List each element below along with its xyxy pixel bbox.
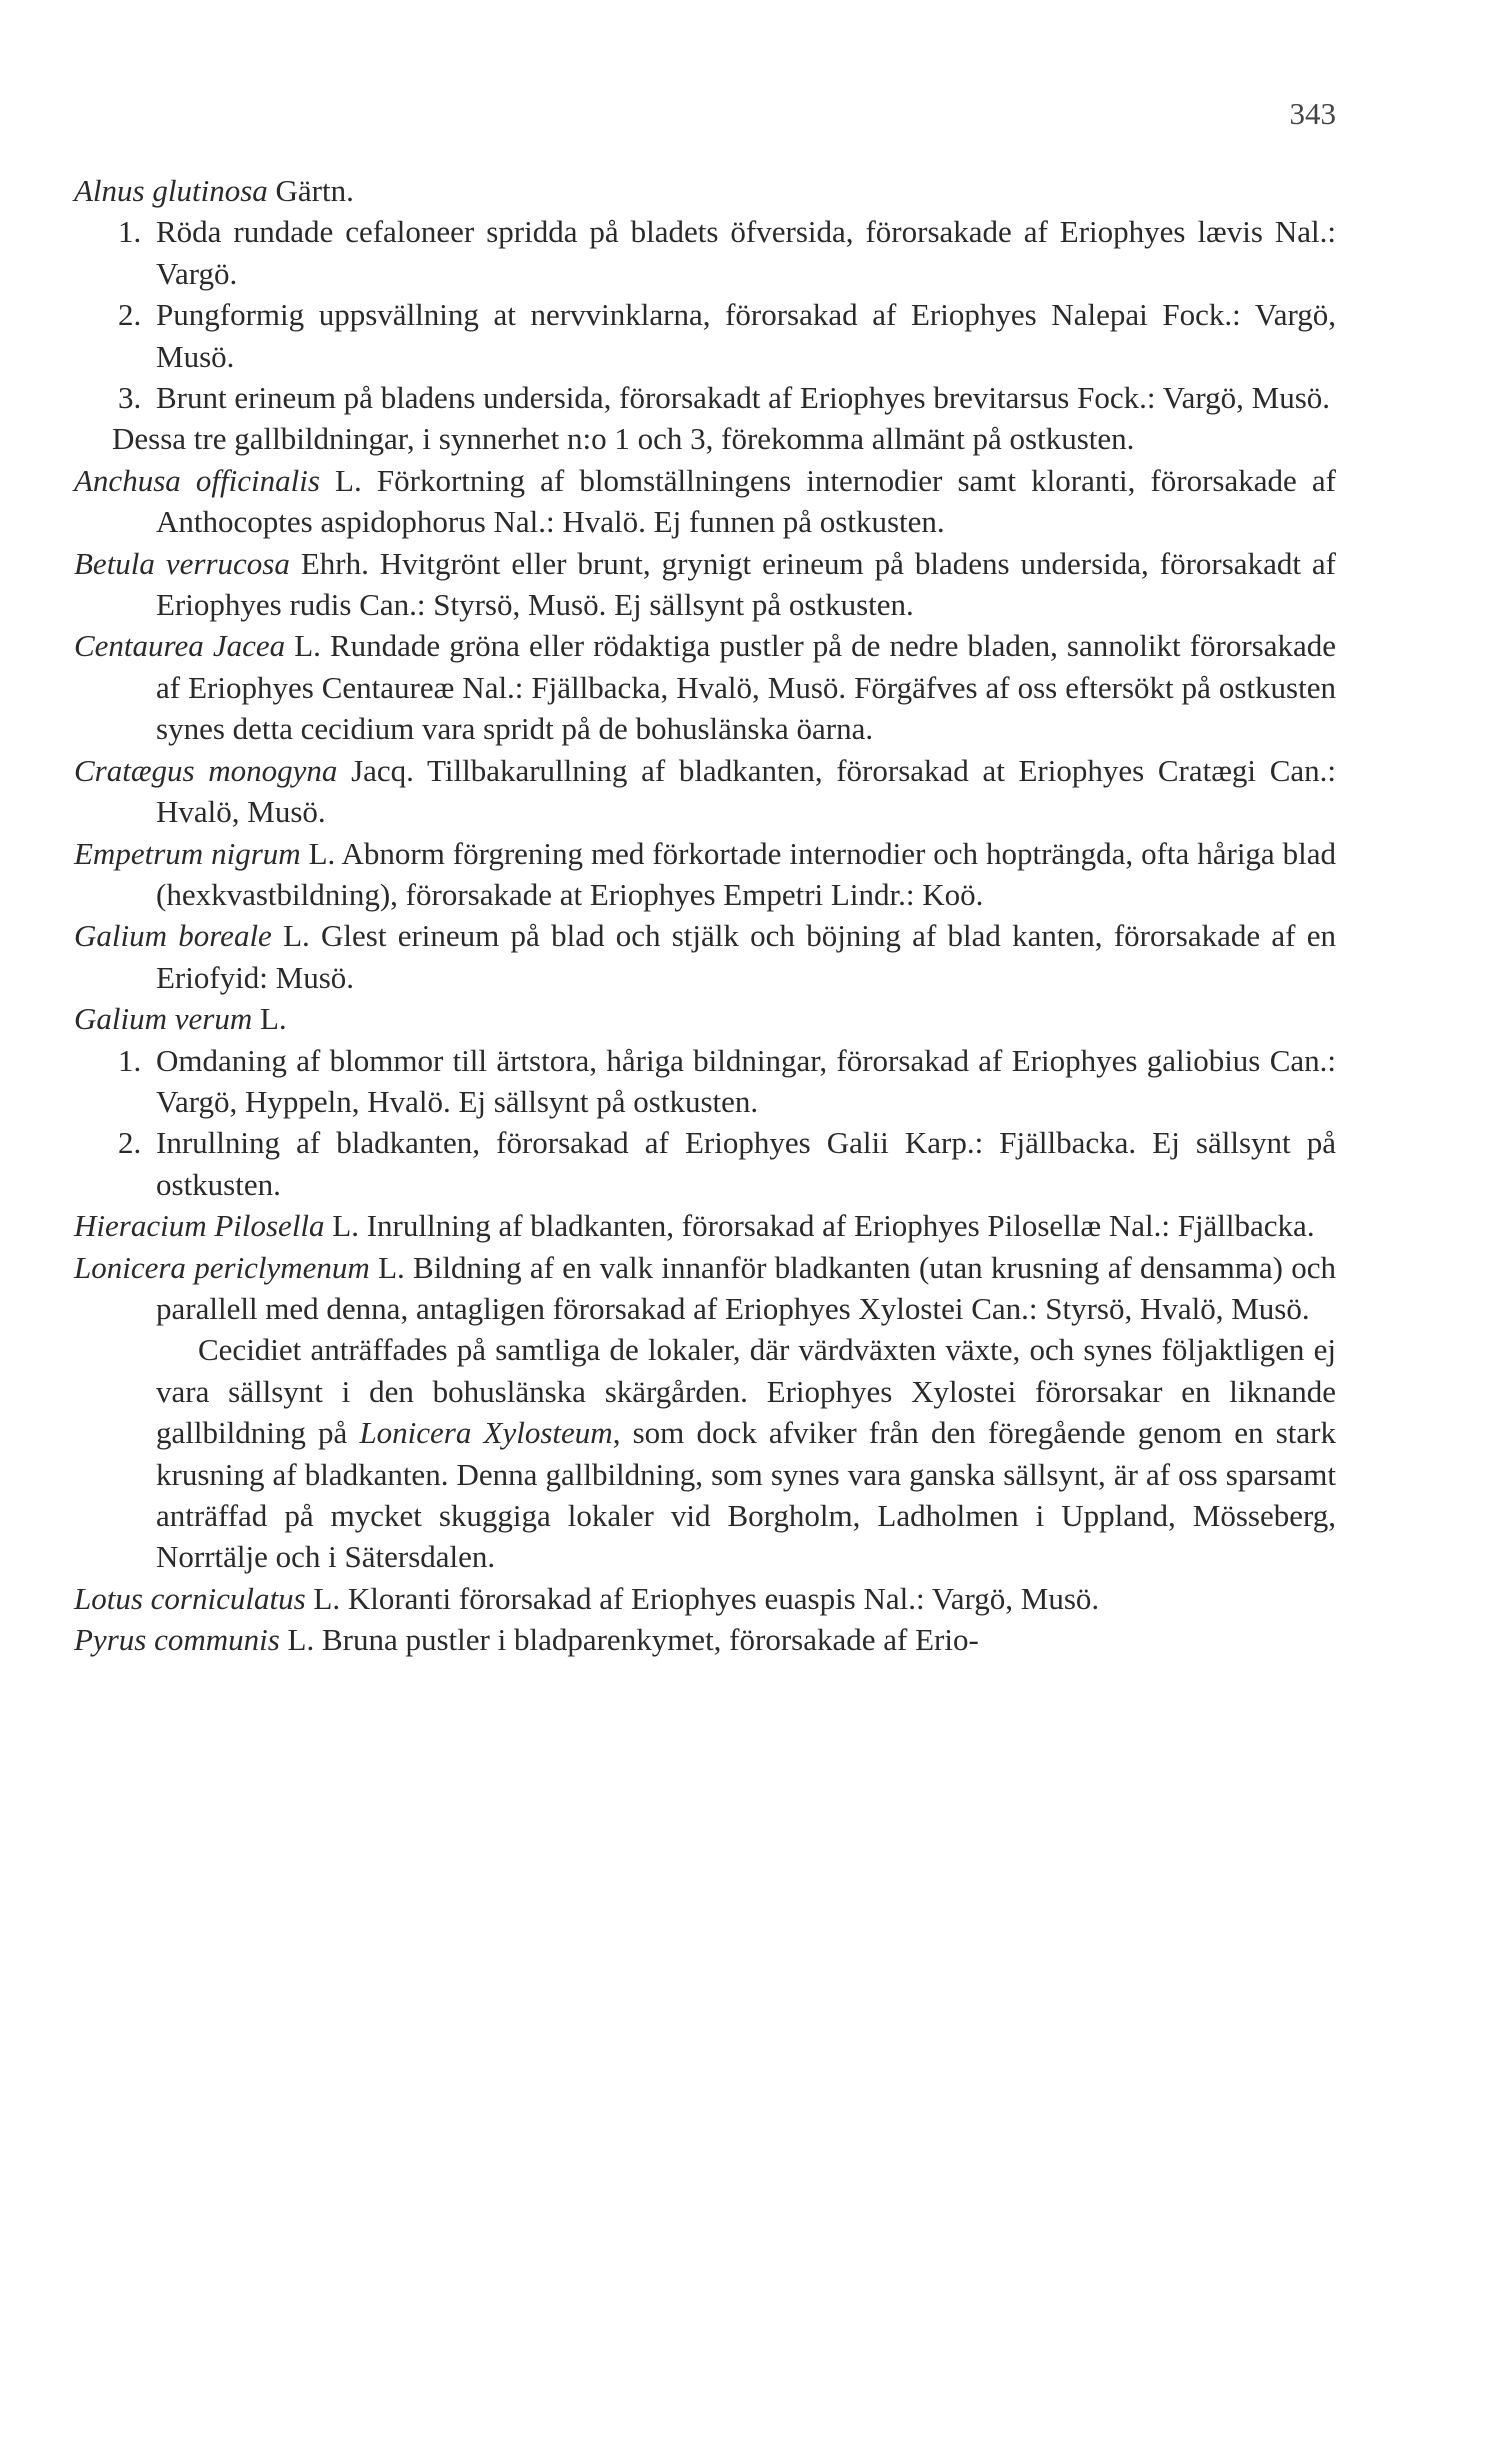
entry-pyrus-communis — [74, 1619, 1336, 1660]
subentry-alnus-3 — [74, 377, 1336, 418]
subentry-text: Röda rundade cefaloneer spridda på bladets öfversida, förorsakade af Eriophyes lævis Nal.: Vargö. — [156, 214, 1336, 291]
subentry-number: 1. — [118, 214, 142, 250]
entry-alnus-glutinosa — [74, 170, 1336, 211]
entry-crataegus-monogyna — [74, 750, 1336, 833]
document-body — [74, 170, 1336, 1661]
species-name: Anchusa officinalis — [74, 462, 320, 498]
entry-galium-boreale — [74, 915, 1336, 998]
subentry-number: 3. — [118, 380, 142, 416]
subentry-text: Brunt erineum på bladens undersida, förorsakadt af Eriophyes brevitarsus Fock.: Vargö, Musö. — [156, 380, 1331, 416]
species-name: Cratægus monogyna — [74, 752, 338, 788]
subentry-text: Pungformig uppsvällning at nervvinklarna, förorsakad af Eriophyes Nalepai Fock.: Vargö, Musö. — [156, 297, 1336, 374]
subentry-number: 2. — [118, 1125, 142, 1161]
subentry-galium-1 — [74, 1040, 1336, 1123]
entry-text: L. Bildning af en valk innanför bladkanten (utan krusning af densamma) och parallell med denna, antagligen förorsakad af Eriophyes Xylostei Can.: Styrsö, Hvalö, Musö. — [156, 1249, 1336, 1326]
entry-text: L. Inrullning af bladkanten, förorsakad af Eriophyes Pilosellæ Nal.: Fjällbacka. — [324, 1208, 1315, 1244]
note-text: Cecidiet anträffades på samtliga de lokaler, där värdväxten växte, och synes följaktligen ej vara sällsynt i den bohuslänska skärgården. Eriophyes Xylostei förorsakar en liknande gallbildning på — [156, 1332, 1336, 1451]
entry-text: L. Bruna pustler i bladparenkymet, förorsakade af Erio- — [279, 1622, 979, 1658]
entry-lotus-corniculatus — [74, 1578, 1336, 1619]
species-name: Hieracium Pilosella — [74, 1208, 325, 1244]
entry-betula-verrucosa — [74, 543, 1336, 626]
entry-lonicera-periclymenum — [74, 1247, 1336, 1330]
species-name: Galium verum — [74, 1001, 253, 1037]
species-name: Lonicera periclymenum — [74, 1249, 370, 1285]
entry-empetrum-nigrum — [74, 833, 1336, 916]
entry-hieracium-pilosella — [74, 1205, 1336, 1246]
subentry-text: Inrullning af bladkanten, förorsakad af Eriophyes Galii Karp.: Fjällbacka. Ej sällsynt på ostkusten. — [156, 1125, 1336, 1202]
entry-text: Ehrh. Hvitgrönt eller brunt, grynigt erineum på bladens undersida, förorsakadt af Eriophyes rudis Can.: Styrsö, Musö. Ej sällsynt på ostkusten. — [156, 545, 1337, 623]
entry-text: L. Rundade gröna eller rödaktiga pustler på de nedre bladen, sannolikt förorsakade af Eriophyes Centaureæ Nal.: Fjällbacka, Hvalö, Musö. Förgäfves af oss eftersökt på ostkusten synes detta cecidium vara spridt på de bohuslänska öarna. — [156, 628, 1337, 747]
species-name: Lonicera Xylosteum — [359, 1415, 613, 1451]
subentry-number: 2. — [118, 297, 142, 333]
subentry-text: Omdaning af blommor till ärtstora, håriga bildningar, förorsakad af Eriophyes galiobius Can.: Vargö, Hyppeln, Hvalö. Ej sällsynt på ostkusten. — [156, 1042, 1336, 1119]
note-text-continued: , som dock afviker från den föregående genom en stark krusning af bladkanten. Denna gallbildning, som synes vara ganska sällsynt, är af oss sparsamt anträffad på mycket skuggiga lokaler vid Borgholm, Ladholmen i Uppland, Mösseberg, Norrtälje och i Sätersdalen. — [156, 1415, 1336, 1575]
page-number: 343 — [1289, 96, 1336, 131]
subentry-galium-2 — [74, 1122, 1336, 1205]
species-name: Centaurea Jacea — [74, 628, 286, 664]
subentry-alnus-2 — [74, 294, 1336, 377]
species-name: Galium boreale — [74, 918, 272, 954]
entry-anchusa-officinalis — [74, 460, 1336, 543]
entry-galium-verum — [74, 998, 1336, 1039]
note-lonicera — [74, 1329, 1336, 1577]
entry-text: Gärtn. — [267, 173, 354, 208]
species-name: Empetrum nigrum — [74, 835, 301, 871]
species-name: Betula verrucosa — [74, 545, 290, 581]
note-alnus: Dessa tre gallbildningar, i synnerhet n:o 1 och 3, förekomma allmänt på ostkusten. — [112, 421, 1135, 457]
entry-text: L. Glest erineum på blad och stjälk och böjning af blad kanten, förorsakade af en Eriofyid: Musö. — [156, 918, 1336, 995]
subentry-number: 1. — [118, 1042, 142, 1078]
entry-text: L. — [252, 1001, 287, 1037]
species-name: Lotus corniculatus — [74, 1580, 306, 1616]
species-name: Pyrus communis — [74, 1622, 280, 1658]
subentry-alnus-1 — [74, 211, 1336, 294]
entry-text: L. Förkortning af blomställningens internodier samt kloranti, förorsakade af Anthocoptes aspidophorus Nal.: Hvalö. Ej funnen på ostkusten. — [156, 462, 1336, 540]
entry-text: L. Kloranti förorsakad af Eriophyes euaspis Nal.: Vargö, Musö. — [305, 1580, 1100, 1616]
entry-centaurea-jacea — [74, 625, 1336, 749]
entry-text: Jacq. Tillbakarullning af bladkanten, förorsakad at Eriophyes Cratægi Can.: Hvalö, Musö. — [156, 752, 1336, 830]
entry-text: L. Abnorm förgrening med förkortade internodier och hopträngda, ofta håriga blad (hexkvastbildning), förorsakade at Eriophyes Empetri Lindr.: Koö. — [156, 835, 1336, 912]
species-name: Alnus glutinosa — [74, 173, 268, 208]
